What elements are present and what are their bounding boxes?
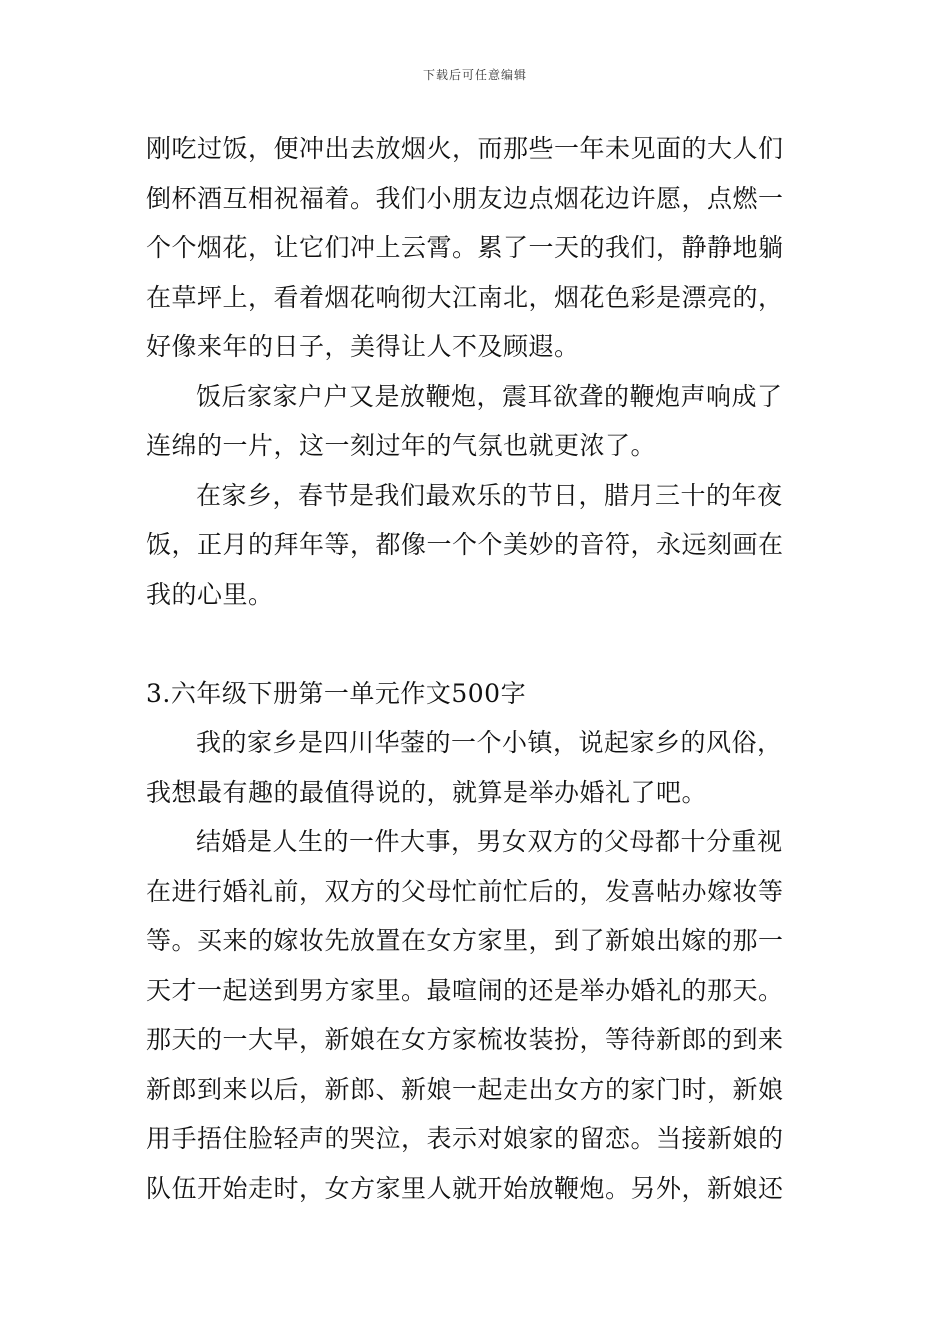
text-line: 个个烟花，让它们冲上云霄。累了一天的我们，静静地躺: [146, 233, 784, 262]
text-line: 连绵的一片，这一刻过年的气氛也就更浓了。: [146, 431, 657, 460]
text-line: 结婚是人生的一件大事，男女双方的父母都十分重视: [196, 827, 783, 856]
text-line: 我的家乡是四川华蓥的一个小镇，说起家乡的风俗，: [196, 728, 783, 757]
text-line: 用手捂住脸轻声的哭泣，表示对娘家的留恋。当接新娘的: [146, 1124, 784, 1153]
paragraph: [146, 817, 816, 1213]
text-line: 那天的一大早，新娘在女方家梳妆装扮，等待新郎的到来: [146, 1025, 784, 1054]
text-line: 好像来年的日子，美得让人不及顾遐。: [146, 332, 580, 361]
text-line: 在草坪上，看着烟花响彻大江南北，烟花色彩是漂亮的，: [146, 282, 784, 312]
text-line: 饭后家家户户又是放鞭炮，震耳欲聋的鞭炮声响成了: [196, 381, 783, 411]
page-header: 下载后可任意编辑: [422, 68, 527, 82]
document-body: [146, 124, 816, 1213]
paragraph: [146, 471, 816, 620]
blank-line: [146, 619, 816, 669]
section-heading: 3.六年级下册第一单元作文500字: [146, 678, 527, 708]
paragraph: [146, 718, 816, 817]
text-line: 在家乡，春节是我们最欢乐的节日，腊月三十的年夜: [196, 480, 783, 510]
text-line: 在进行婚礼前，双方的父母忙前忙后的，发喜帖办嫁妆等: [146, 876, 784, 906]
text-line: 刚吃过饭，便冲出去放烟火，而那些一年未见面的大人们: [146, 134, 784, 163]
text-line: 我的心里。: [146, 579, 274, 609]
paragraph: [146, 124, 816, 372]
text-line: 倒杯酒互相祝福着。我们小朋友边点烟花边许愿，点燃一: [146, 183, 784, 213]
text-line: 队伍开始走时，女方家里人就开始放鞭炮。另外，新娘还: [146, 1173, 784, 1203]
text-line: 我想最有趣的最值得说的，就算是举办婚礼了吧。: [146, 777, 708, 807]
text-line: 等。买来的嫁妆先放置在女方家里，到了新娘出嫁的那一: [146, 926, 784, 955]
paragraph: [146, 372, 816, 471]
text-line: 饭，正月的拜年等，都像一个个美妙的音符，永远刻画在: [146, 530, 784, 559]
text-line: 新郎到来以后，新郎、新娘一起走出女方的家门时，新娘: [146, 1074, 784, 1104]
text-line: 天才一起送到男方家里。最喧闹的还是举办婚礼的那天。: [146, 975, 784, 1005]
